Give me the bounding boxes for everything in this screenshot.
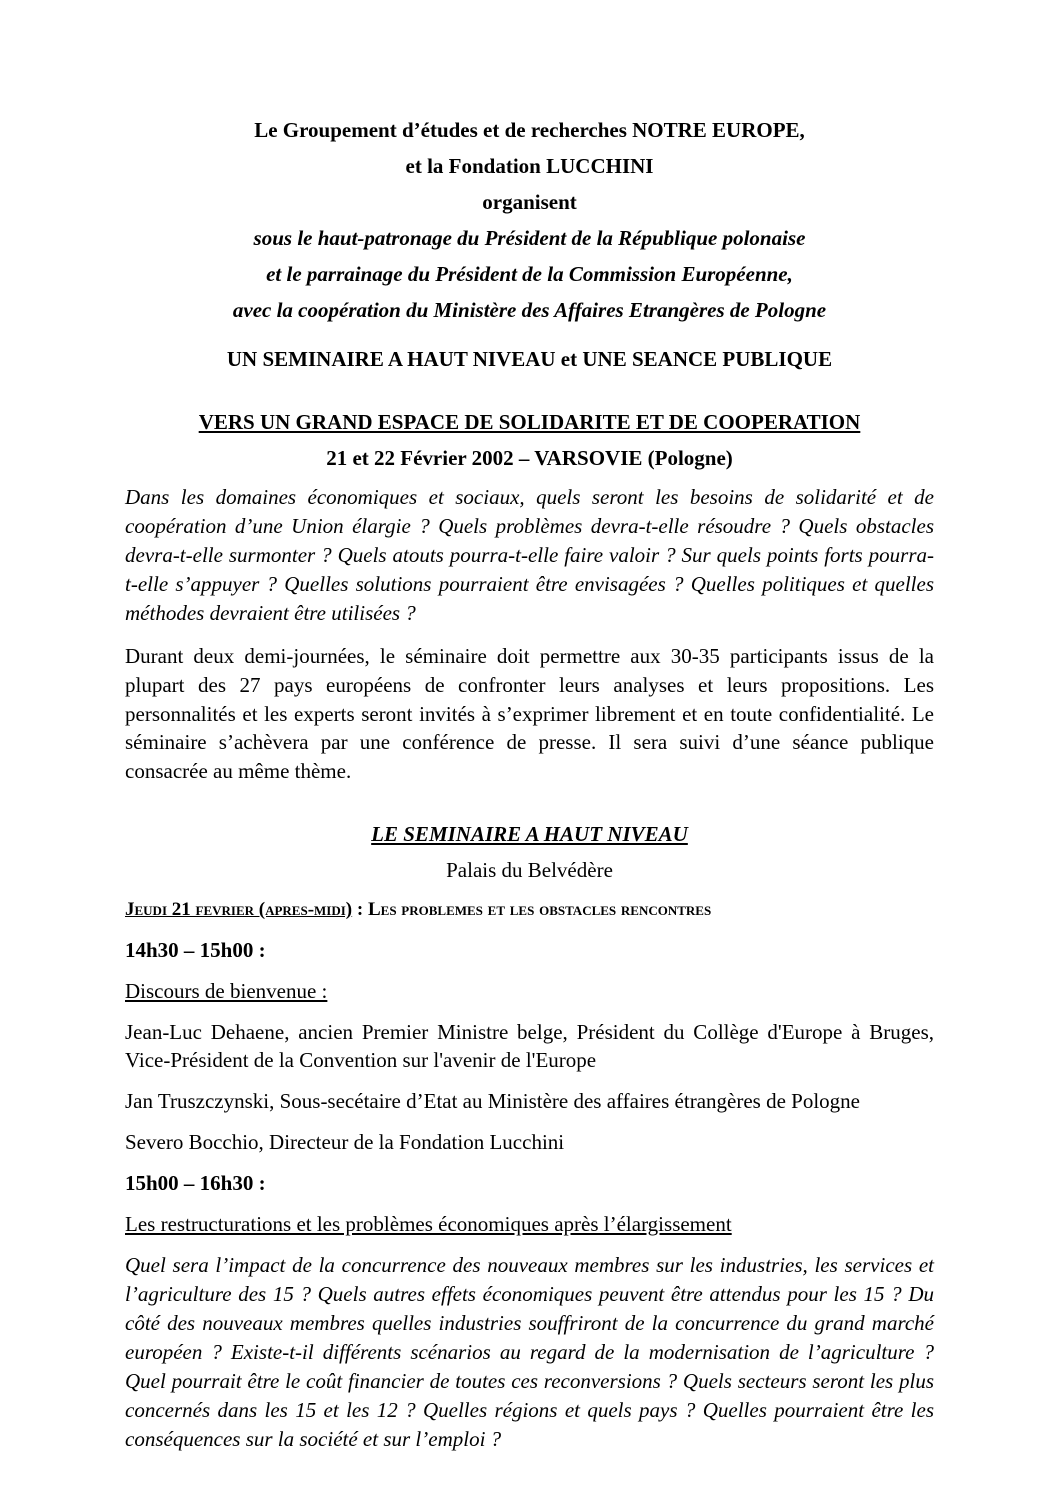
event-type-line: UN SEMINAIRE A HAUT NIVEAU et UNE SEANCE PUBLIQUE — [226, 346, 833, 371]
slot2-time: 15h00 – 16h30 : — [125, 1171, 266, 1196]
day-heading-topic: Les problemes et les obstacles rencontres — [367, 899, 712, 921]
document-title: VERS UN GRAND ESPACE DE SOLIDARITE ET DE COOPERATION — [198, 409, 861, 434]
patronage-line-1: sous le haut-patronage du Président de la République polonaise — [253, 225, 806, 250]
speaker-1: Jean-Luc Dehaene, ancien Premier Ministre belge, Président du Collège d'Europe à Bruges, Vice-Président de la Convention sur l'avenir de l'Europe — [125, 1019, 934, 1073]
date-location-line: 21 et 22 Février 2002 – VARSOVIE (Pologne) — [326, 445, 733, 470]
speaker-2: Jan Truszczynski, Sous-secétaire d’Etat au Ministère des affaires étrangères de Pologne — [125, 1089, 860, 1114]
venue-line: Palais du Belvédère — [446, 858, 613, 883]
seminar-section-title: LE SEMINAIRE A HAUT NIVEAU — [371, 822, 688, 847]
slot1-time: 14h30 – 15h00 : — [125, 937, 266, 962]
slot2-description-paragraph: Quel sera l’impact de la concurrence des nouveaux membres sur les industries, les services et l’agriculture des 15 ? Quels autres effets économiques peuvent être attendus pour les 15 ? Du côté des nouveaux membres quelles industries souffriront de la concurrence du grand marché européen ? Existe-t-il différents scénarios au regard de la modernisation de l’agriculture ? Quel pourrait être le coût financier de toutes ces reconversions ? Quels secteurs seront les plus concernés dans les 15 et les 12 ? Quelles régions et quels pays ? Quelles pourraient être les conséquences sur la société et sur l’emploi ? — [125, 1253, 934, 1452]
day-session-heading — [125, 897, 934, 923]
speaker-3: Severo Bocchio, Directeur de la Fondation Lucchini — [125, 1130, 565, 1155]
intro-description-paragraph: Durant deux demi-journées, le séminaire doit permettre aux 30-35 participants issus de la plupart des 27 pays européens de confronter leurs analyses et leurs propositions. Les personnalités et les experts seront invités à s’exprimer librement et en toute confidentialité. Le séminaire s’achèvera par une conférence de presse. Il sera suivi d’une séance publique consacrée au même thème. — [125, 643, 934, 784]
day-heading-separator: : — [352, 899, 368, 921]
patronage-line-2: et le parrainage du Président de la Commission Européenne, — [266, 261, 793, 286]
organise-line: organisent — [482, 189, 577, 214]
day-heading-date: Jeudi 21 fevrier (apres-midi) — [125, 899, 353, 921]
intro-questions-paragraph: Dans les domaines économiques et sociaux, quels seront les besoins de solidarité et de coopération d’une Union élargie ? Quels problèmes devra-t-elle résoudre ? Quels obstacles devra-t-elle surmonter ? Quels atouts pourra-t-elle faire valoir ? Sur quels points forts pourra-t-elle s’appuyer ? Quelles solutions pourraient être envisagées ? Quelles politiques et quelles méthodes devraient être utilisées ? — [125, 484, 934, 625]
patronage-line-3: avec la coopération du Ministère des Affaires Etrangères de Pologne — [232, 297, 827, 322]
slot1-title: Discours de bienvenue : — [125, 978, 328, 1003]
org-name-line-2: et la Fondation LUCCHINI — [405, 153, 654, 178]
slot2-title: Les restructurations et les problèmes économiques après l’élargissement — [125, 1212, 732, 1237]
org-name-line-1: Le Groupement d’études et de recherches NOTRE EUROPE, — [254, 118, 805, 142]
